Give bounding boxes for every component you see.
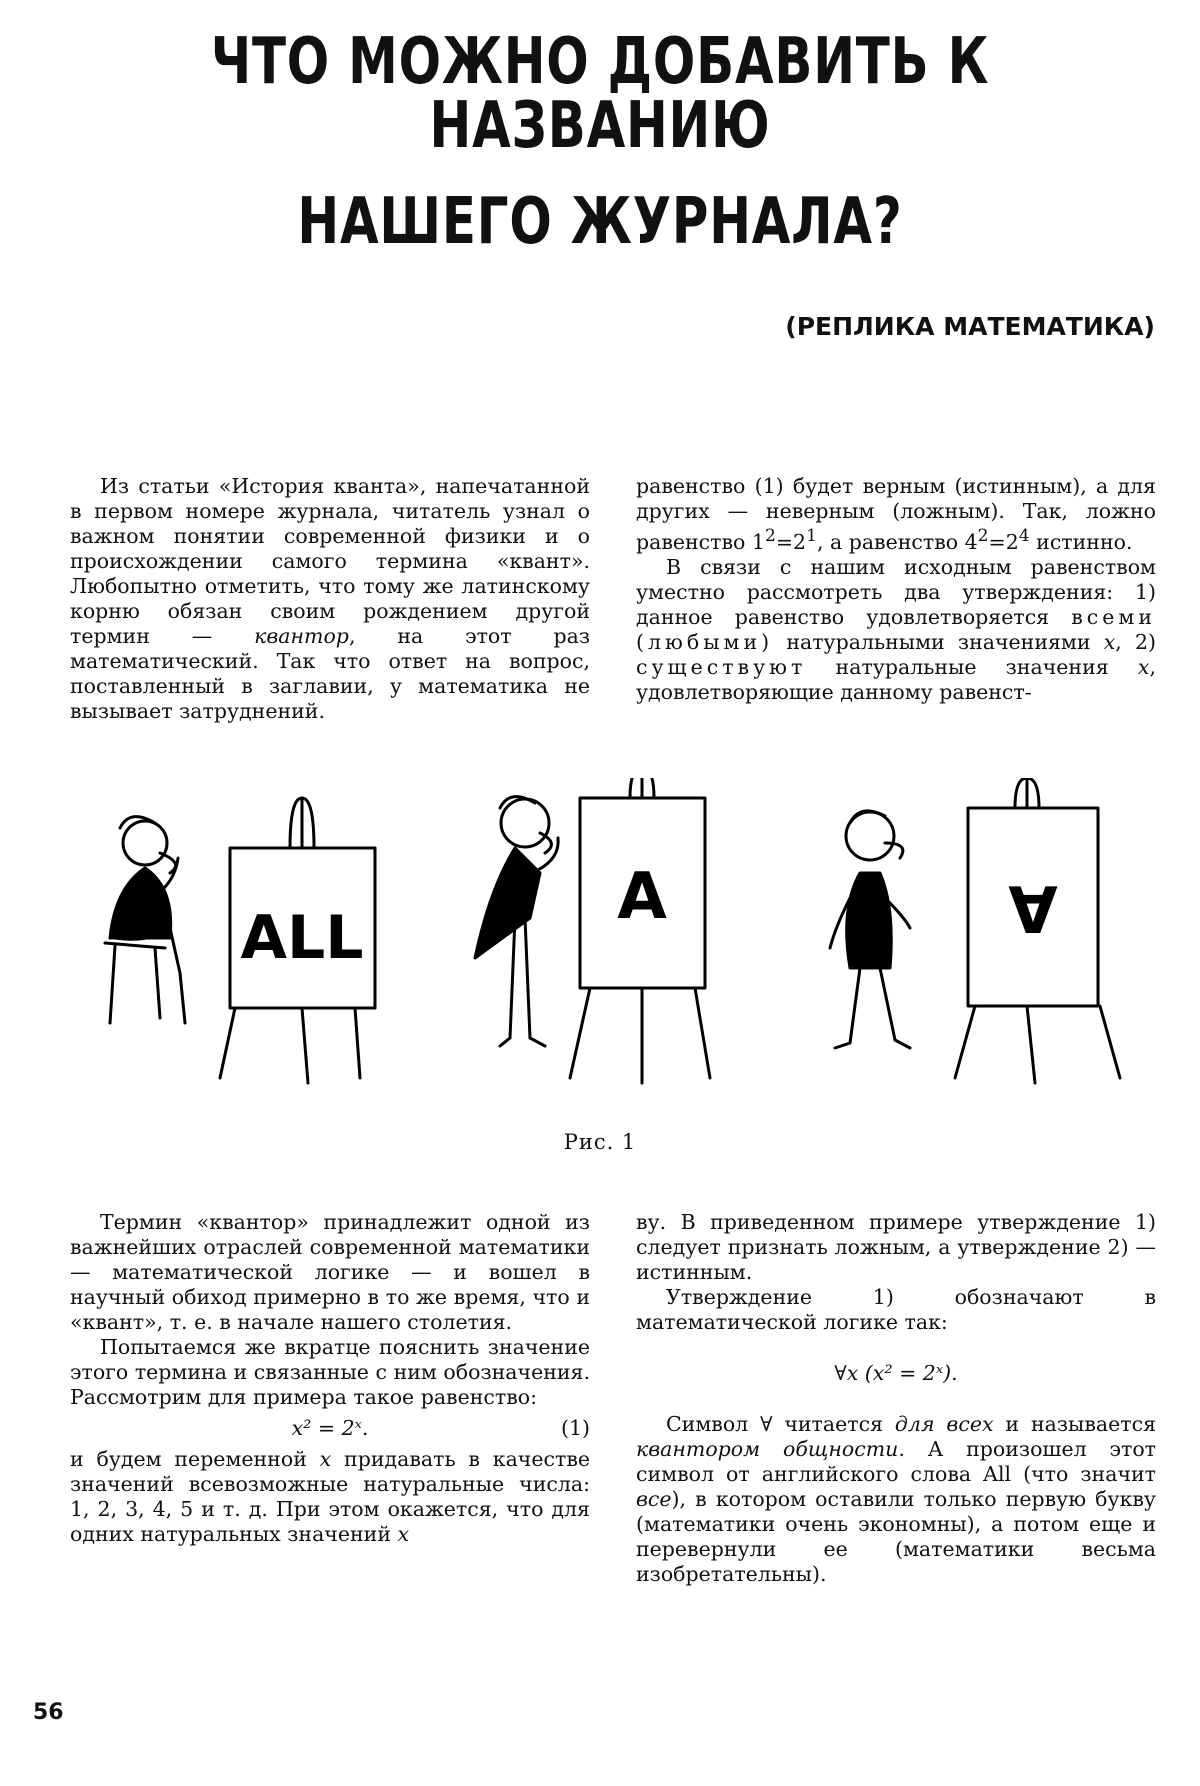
figure-illustration xyxy=(60,778,1160,1098)
poster-text-a: A xyxy=(617,860,667,934)
equation-quantifier: ∀x (x² = 2ˣ). xyxy=(834,1361,958,1385)
paragraph: и будем переменной x придавать в качестве значений всевозможные натуральные числа: 1, 2, 3, 4, 5 и т. д. При этом окажется, что для одних натуральных значений x xyxy=(70,1447,590,1546)
column-4 xyxy=(636,1210,1156,1587)
paragraph: ву. В приведенном примере утверждение 1) следует признать ложным, а утверждение 2) — истинным. xyxy=(636,1210,1156,1284)
figure-sitting xyxy=(105,817,185,1023)
paragraph: Символ ∀ читается для всех и называется квантором общности. А произошел этот символ от английского слова All (что значит все), в котором оставили только первую букву (математики очень экономны), а потом еще и перевернули ее (математики весьма изобретательны). xyxy=(636,1412,1156,1586)
figure-standing-1 xyxy=(475,797,558,1046)
paragraph: Термин «квантор» принадлежит одной из важнейших отраслей современной математики — математической логике — и вошел в научный обиход примерно в то же время, что и «квант», т. е. в начале нашего столетия. xyxy=(70,1210,590,1334)
paragraph: равенство (1) будет верным (истинным), а для других — неверным (ложным). Так, ложно равенство $1^2=2^1$, а равенство $4^2=2^4$ истинно. xyxy=(636,474,1156,554)
equation-1: x² = 2ˣ. (1) xyxy=(291,1416,590,1440)
paragraph: Попытаемся же вкратце пояснить значение этого термина и связанные с ним обозначения. Рассмотрим для примера такое равенство: xyxy=(70,1335,590,1409)
title-line-1: ЧТО МОЖНО ДОБАВИТЬ К НАЗВАНИЮ xyxy=(210,25,990,163)
title-line-2: НАШЕГО ЖУРНАЛА? xyxy=(297,185,903,259)
figure-caption: Рис. 1 xyxy=(563,1130,637,1154)
poster-text-forall: ∀ xyxy=(1008,875,1058,949)
column-1 xyxy=(70,474,590,724)
equation-number: (1) xyxy=(560,1416,590,1440)
subtitle: (РЕПЛИКА МАТЕМАТИКА) xyxy=(785,312,1155,341)
column-2 xyxy=(636,474,1156,705)
page-number: 56 xyxy=(33,1700,64,1725)
paragraph: В связи с нашим исходным равенством уместно рассмотреть два утверждения: 1) данное равенство удовлетворяется всеми (любыми) натуральными значениями x, 2) существуют натуральные значения x, удовлетворяющие данному равенст- xyxy=(636,554,1156,704)
paragraph: Утверждение 1) обозначают в математической логике так: xyxy=(636,1285,1156,1334)
paragraph: Из статьи «История кванта», напечатанной в первом номере журнала, читатель узнал о важном понятии современной физики и о происхождении самого термина «квант». Любопытно отметить, что тому же латинскому корню обязан своим рождением другой термин — квантор, на этот раз математический. Так что ответ на вопрос, поставленный в заглавии, у математика не вызывает затруднений. xyxy=(70,474,590,723)
column-3 xyxy=(70,1210,590,1547)
poster-text-all: ALL xyxy=(240,903,364,973)
figure-standing-2 xyxy=(830,811,910,1048)
